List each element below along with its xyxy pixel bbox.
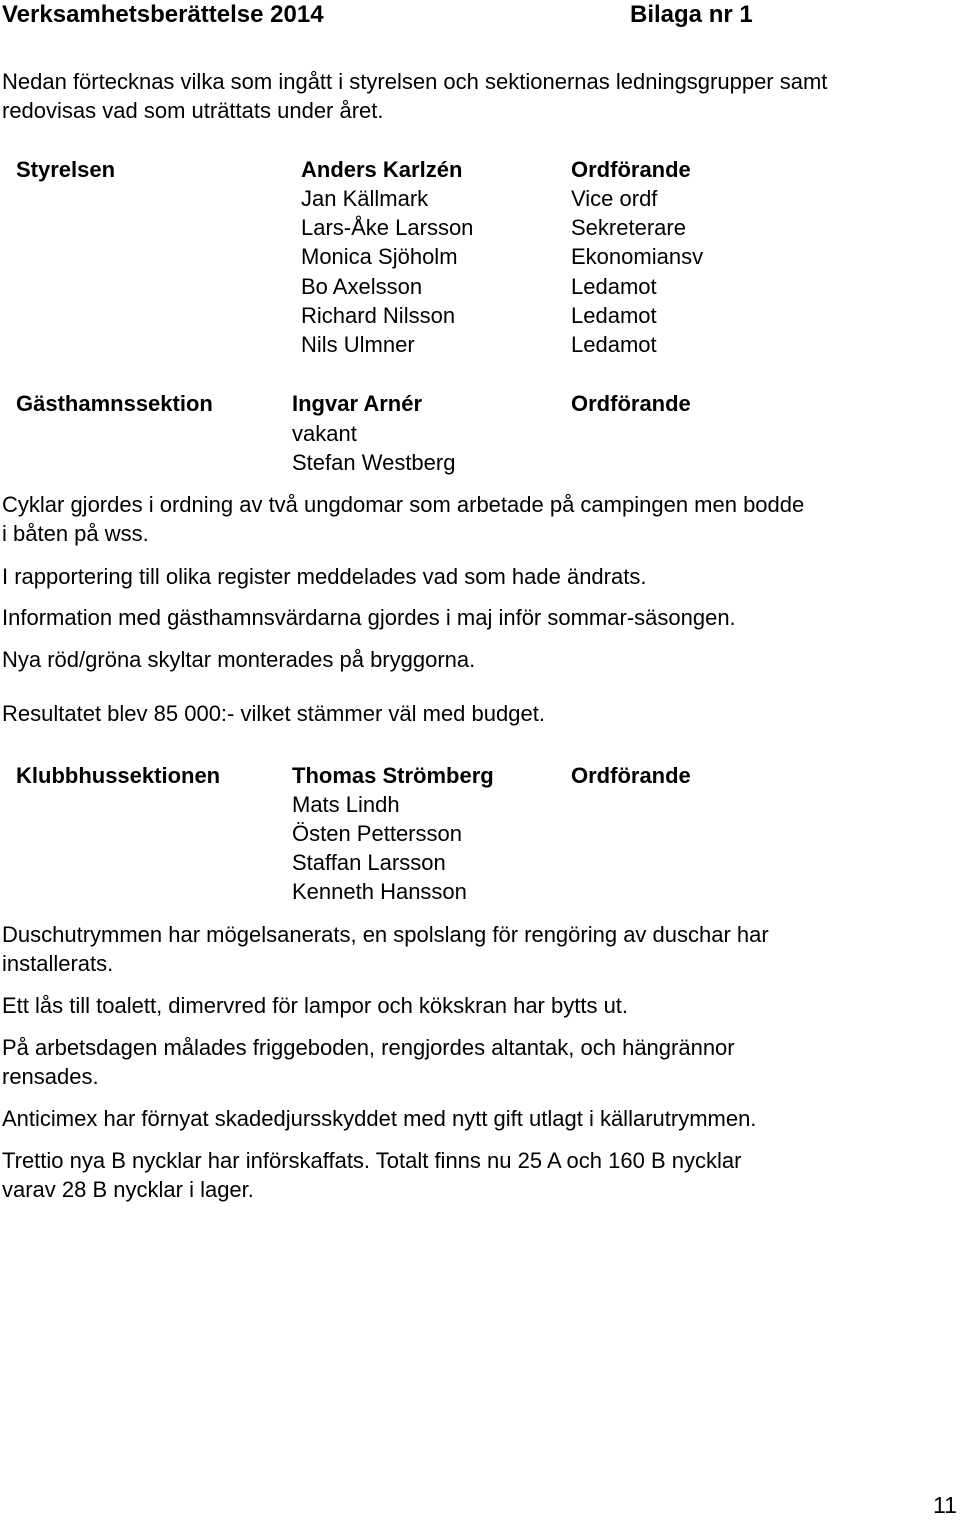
paragraph-line: Cyklar gjordes i ordning av två ungdomar som arbetade på campingen men bodde [2, 492, 805, 517]
paragraph-line: i båten på wss. [2, 521, 149, 546]
paragraph-line: Ett lås till toalett, dimervred för lampor och kökskran har bytts ut. [2, 993, 629, 1018]
member-name: Lars-Åke Larsson [301, 215, 474, 240]
member-name: Stefan Westberg [292, 450, 456, 475]
member-role: Ledamot [571, 274, 657, 299]
page-number: 11 [933, 1492, 957, 1518]
paragraph-line: Trettio nya B nycklar har införskaffats. Totalt finns nu 25 A och 160 B nycklar [2, 1148, 742, 1173]
paragraph-line: På arbetsdagen målades friggeboden, rengjordes altantak, och hängrännor [2, 1035, 735, 1060]
member-role: Ordförande [571, 391, 691, 416]
paragraph-line: Resultatet blev 85 000:- vilket stämmer väl med budget. [2, 701, 545, 726]
paragraph-line: I rapportering till olika register meddelades vad som hade ändrats. [2, 564, 647, 589]
member-role: Sekreterare [571, 215, 686, 240]
member-name: Mats Lindh [292, 792, 400, 817]
appendix-label: Bilaga nr 1 [630, 1, 753, 28]
document-title: Verksamhetsberättelse 2014 [2, 1, 324, 28]
member-name: Ingvar Arnér [292, 391, 423, 416]
paragraph-line: Information med gästhamnsvärdarna gjordes i maj inför sommar-säsongen. [2, 605, 736, 630]
member-role: Ledamot [571, 332, 657, 357]
section-label-gasthamn: Gästhamnssektion [16, 391, 213, 416]
member-name: Staffan Larsson [292, 850, 446, 875]
member-name: Nils Ulmner [301, 332, 415, 357]
member-role: Ordförande [571, 763, 691, 788]
intro-line-1: Nedan förtecknas vilka som ingått i styrelsen och sektionernas ledningsgrupper samt [2, 69, 828, 94]
paragraph-line: varav 28 B nycklar i lager. [2, 1177, 254, 1202]
member-name: Monica Sjöholm [301, 244, 458, 269]
member-name: Östen Pettersson [292, 821, 462, 846]
member-role: Ordförande [571, 157, 691, 182]
member-name: Jan Källmark [301, 186, 429, 211]
paragraph-line: Anticimex har förnyat skadedjursskyddet med nytt gift utlagt i källarutrymmen. [2, 1106, 757, 1131]
member-name: Richard Nilsson [301, 303, 456, 328]
intro-line-2: redovisas vad som uträttats under året. [2, 98, 384, 123]
member-name: Kenneth Hansson [292, 879, 467, 904]
paragraph-line: installerats. [2, 951, 114, 976]
member-name: Anders Karlzén [301, 157, 463, 182]
member-role: Vice ordf [571, 186, 658, 211]
member-role: Ekonomiansv [571, 244, 704, 269]
paragraph-line: rensades. [2, 1064, 99, 1089]
section-label-styrelsen: Styrelsen [16, 157, 116, 182]
section-label-klubbhus: Klubbhussektionen [16, 763, 221, 788]
paragraph-line: Nya röd/gröna skyltar monterades på bryggorna. [2, 647, 476, 672]
member-name: Thomas Strömberg [292, 763, 494, 788]
paragraph-line: Duschutrymmen har mögelsanerats, en spolslang för rengöring av duschar har [2, 922, 769, 947]
member-name: Bo Axelsson [301, 274, 423, 299]
member-name: vakant [292, 421, 357, 446]
member-role: Ledamot [571, 303, 657, 328]
